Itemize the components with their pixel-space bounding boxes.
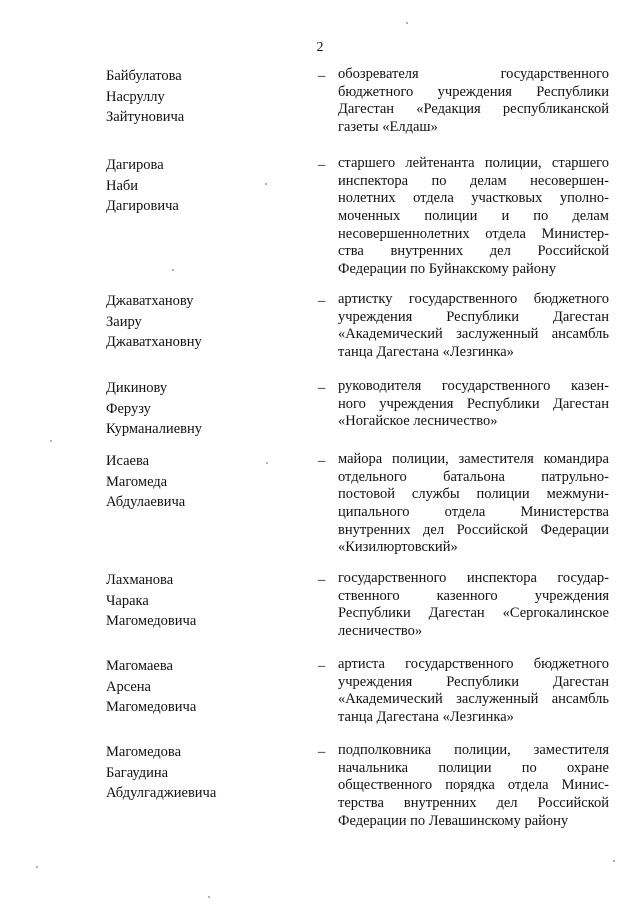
- recipient-position: [338, 570, 609, 641]
- position-line: старшего лейтенанта полиции, старшего: [338, 155, 609, 171]
- position-line: моченных полиции и по делам: [338, 208, 609, 225]
- position-line: отдельного батальона патрульно-: [338, 468, 609, 485]
- position-line: внутренних дел Российской Федерации: [338, 521, 609, 538]
- position-line: нолетних отдела участковых уполно-: [338, 190, 609, 207]
- scan-speck: [172, 269, 174, 271]
- recipient-name-line: Магомедовича: [106, 613, 197, 629]
- recipient-name: [106, 291, 296, 353]
- position-line: «Академический заслуженный ансамбль: [338, 326, 609, 343]
- recipient-position: [338, 742, 609, 830]
- position-line: газеты «Елдаш»: [338, 119, 438, 136]
- entry-dash: –: [318, 744, 326, 760]
- recipient-name-line: Заиру: [106, 313, 142, 330]
- recipient-name-line: Дагирова: [106, 157, 164, 173]
- recipient-name-line: Магомедовича: [106, 699, 197, 715]
- recipient-name-line: Абдулгаджиевича: [106, 785, 217, 801]
- recipient-name-line: Насруллу: [106, 88, 165, 105]
- position-line: ного учреждения Республики Дагестан: [338, 395, 609, 412]
- recipient-name-line: Абдулаевича: [106, 494, 186, 510]
- position-line: «Кизилюртовский»: [338, 539, 458, 556]
- recipient-position: [338, 378, 609, 431]
- position-line: учреждения Республики Дагестан: [338, 308, 609, 325]
- position-line: подполковника полиции, заместителя: [338, 742, 609, 758]
- position-line: Федерации по Левашинскому району: [338, 812, 569, 829]
- position-line: ства внутренних дел Российской: [338, 243, 609, 260]
- position-line: общественного порядка отдела Минис-: [338, 777, 609, 794]
- position-line: артистку государственного бюджетного: [338, 291, 609, 307]
- position-line: обозревателя государственного: [338, 66, 609, 82]
- recipient-name: [106, 570, 296, 632]
- recipient-name: [106, 451, 296, 513]
- entry-dash: –: [318, 68, 326, 84]
- scan-speck: [265, 183, 267, 185]
- recipient-name: [106, 66, 296, 128]
- position-line: танца Дагестана «Лезгинка»: [338, 344, 514, 361]
- recipient-name-line: Зайтуновича: [106, 109, 185, 125]
- recipient-name: [106, 155, 296, 217]
- entry-dash: –: [318, 453, 326, 469]
- recipient-name-line: Байбулатова: [106, 68, 182, 84]
- recipient-name-line: Магомедова: [106, 744, 182, 760]
- recipient-position: [338, 451, 609, 557]
- entry-dash: –: [318, 658, 326, 674]
- recipient-name-line: Ферузу: [106, 400, 151, 417]
- recipient-position: [338, 66, 609, 137]
- entry-dash: –: [318, 157, 326, 173]
- scan-speck: [50, 440, 52, 442]
- position-line: Республики Дагестан «Сергокалинское: [338, 605, 609, 622]
- recipient-name-line: Джаватхановну: [106, 334, 202, 350]
- position-line: майора полиции, заместителя командира: [338, 451, 609, 467]
- scan-speck: [406, 22, 408, 24]
- recipient-name-line: Магомеда: [106, 473, 168, 490]
- recipient-name-line: Дикинову: [106, 380, 168, 396]
- recipient-name-line: Арсена: [106, 678, 151, 695]
- position-line: Дагестан «Редакция республиканской: [338, 101, 609, 118]
- page-number: 2: [316, 40, 324, 55]
- recipient-name-line: Лахманова: [106, 572, 174, 588]
- position-line: несовершеннолетних отдела Министер-: [338, 225, 609, 242]
- position-line: руководителя государственного казен-: [338, 378, 609, 394]
- position-line: начальника полиции по охране: [338, 759, 609, 776]
- recipient-name-line: Исаева: [106, 453, 150, 469]
- entry-dash: –: [318, 380, 326, 396]
- scan-speck: [36, 866, 38, 868]
- scan-speck: [208, 896, 210, 898]
- position-line: «Академический заслуженный ансамбль: [338, 691, 609, 708]
- recipient-name-line: Магомаева: [106, 658, 173, 674]
- recipient-position: [338, 155, 609, 279]
- position-line: постовой службы полиции межмуни-: [338, 486, 609, 503]
- recipient-name-line: Багаудина: [106, 764, 169, 781]
- recipient-name-line: Наби: [106, 177, 139, 194]
- position-line: ципального отдела Министерства: [338, 504, 609, 521]
- position-line: терства внутренних дел Российской: [338, 795, 609, 812]
- position-line: «Ногайское лесничество»: [338, 413, 498, 430]
- position-line: танца Дагестана «Лезгинка»: [338, 709, 514, 726]
- recipient-name: [106, 742, 296, 804]
- scan-speck: [613, 860, 615, 862]
- recipient-name-line: Курманалиевну: [106, 421, 202, 437]
- entry-dash: –: [318, 293, 326, 309]
- recipient-position: [338, 291, 609, 362]
- position-line: Федерации по Буйнакскому району: [338, 261, 557, 278]
- position-line: инспектора по делам несовершен-: [338, 172, 609, 189]
- position-line: ственного казенного учреждения: [338, 587, 609, 604]
- position-line: государственного инспектора государ-: [338, 570, 609, 586]
- recipient-name-line: Чарака: [106, 592, 149, 609]
- entry-dash: –: [318, 572, 326, 588]
- position-line: бюджетного учреждения Республики: [338, 83, 609, 100]
- recipient-name-line: Джаватханову: [106, 293, 194, 309]
- recipient-name: [106, 378, 296, 440]
- position-line: артиста государственного бюджетного: [338, 656, 609, 672]
- position-line: лесничество»: [338, 623, 423, 640]
- position-line: учреждения Республики Дагестан: [338, 673, 609, 690]
- recipient-position: [338, 656, 609, 727]
- recipient-name-line: Дагировича: [106, 198, 179, 214]
- scan-speck: [266, 462, 268, 464]
- recipient-name: [106, 656, 296, 718]
